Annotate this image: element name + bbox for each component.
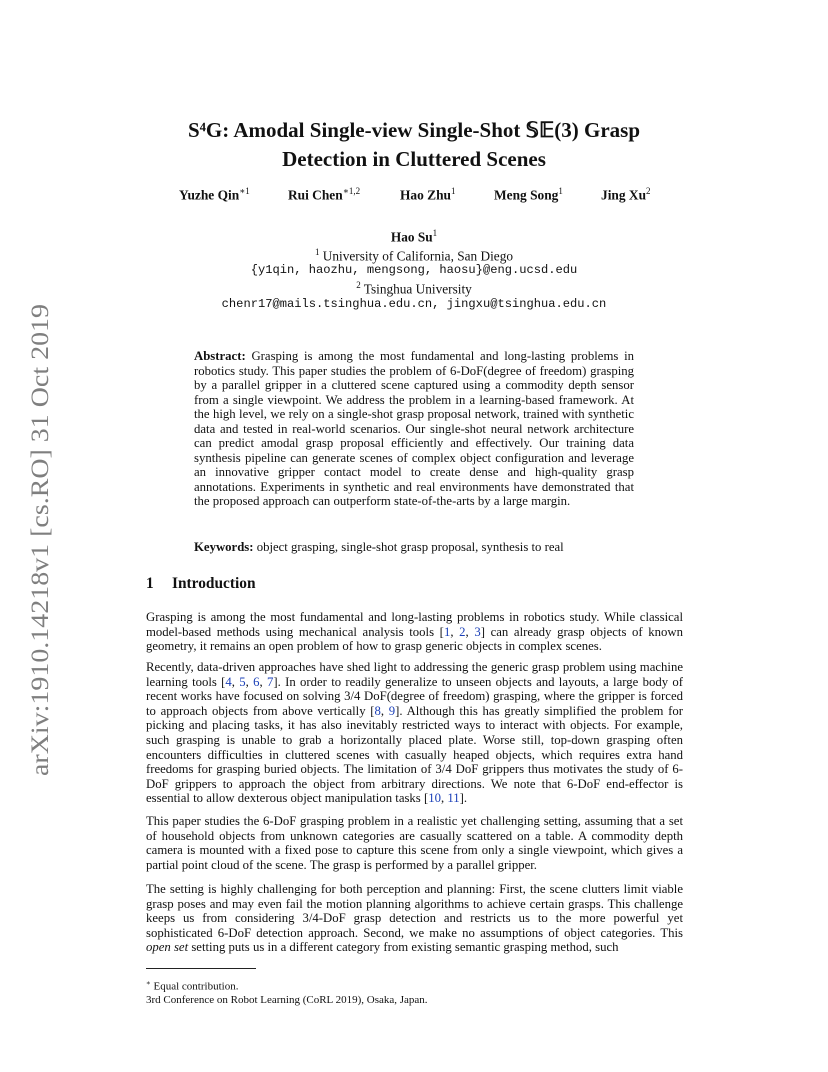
intro-paragraph-4: The setting is highly challenging for both perception and planning: First, the scene clutters limit viable grasp poses and may even fail the motion planning algorithms to achieve certain grasps. This challenge keeps us from considering 3/4-DoF grasp detection and restricts us to the more powerful yet sophisticated 6-DoF detection approach. Second, we make no assumptions of object categories. This open set setting puts us in a different category from existing semantic grasping method, such — [146, 882, 683, 955]
arxiv-stamp — [18, 300, 58, 780]
affiliations — [160, 226, 668, 312]
citation-link[interactable]: 6 — [253, 674, 260, 689]
footnote-conference: 3rd Conference on Robot Learning (CoRL 2019), Osaka, Japan. — [146, 994, 428, 1007]
abstract-text: Grasping is among the most fundamental and long-lasting problems in robotics study. This paper studies the problem of 6-DoF(degree of freedom) grasping by a parallel gripper in a cluttered scene captured using a commodity depth sensor from a single viewpoint. We address the problem in a learning-based framework. At the high level, we rely on a single-shot grasp proposal network, trained with synthetic data and tested in real-world scenarios. Our single-shot neural network architecture can predict amodal grasp proposal efficiently and effectively. Our training data synthesis pipeline can generate scenes of complex object configuration and leverage an innovative gripper contact model to create dense and high-quality grasp annotations. Experiments in synthetic and real environments have demonstrated that the proposed approach can outperform state-of-the-arts by a large margin. — [194, 349, 635, 509]
author-meng-song: Meng Song$^1$ — [494, 186, 563, 203]
keywords-label: Keywords: — [194, 540, 254, 554]
abstract-label: Abstract: — [194, 349, 246, 363]
intro-paragraph-2: Recently, data-driven approaches have shed light to addressing the generic grasp problem using machine learning tools [4, 5, 6, 7]. In order to readily generalize to unseen objects and layouts, a large body of recent works have focused on solving 3/4 DoF(degree of freedom) grasping, where the gripper is forced to approach objects from above vertically [8, 9]. Although this has greatly simplified the problem for picking and placing tasks, it has also inevitably restricted ways to interact with objects. For example, such grasping is unable to grab a horizontally placed plate. Worse still, top-down grasping often encounters difficulties in cluttered scenes with casually heaped objects, which requires extra hand freedoms for grasping buried objects. The limitation of 3/4 DoF grippers thus motivates the study of 6-DoF grippers to approach the object from arbitrary directions. We note that 6-DoF end-effector is essential to allow dexterous object manipulation tasks [10, 11]. — [146, 660, 684, 806]
abstract — [194, 349, 634, 509]
footnotes — [146, 977, 683, 1008]
keywords-text: object grasping, single-shot grasp proposal, synthesis to real — [256, 540, 564, 554]
footnote-equal-contribution: ∗ Equal contribution. — [146, 979, 239, 993]
section-title: Introduction — [172, 575, 256, 592]
title-line-2: Detection in Cluttered Scenes — [282, 147, 546, 171]
emails-ucsd: {y1qin, haozhu, mengsong, haosu}@eng.ucsd.edu — [250, 263, 578, 278]
paper-title — [110, 116, 718, 174]
citation-link[interactable]: 2 — [459, 624, 466, 639]
author-jing-xu: Jing Xu$^2$ — [601, 186, 651, 203]
citation-link[interactable]: 5 — [239, 674, 246, 689]
citation-link[interactable]: 7 — [266, 674, 274, 689]
footnote-divider — [146, 968, 256, 969]
author-hao-zhu: Hao Zhu$^1$ — [400, 186, 456, 203]
section-heading-introduction — [146, 575, 256, 593]
affiliation-ucsd: $^1$ University of California, San Diego — [314, 246, 513, 264]
citation-link[interactable]: 11 — [447, 791, 460, 806]
citation-link[interactable]: 10 — [428, 791, 441, 806]
keywords — [194, 540, 634, 555]
author-yuzhe-qin: Yuzhe Qin$^{∗1}$ — [179, 186, 250, 203]
author-rui-chen: Rui Chen$^{∗1,2}$ — [288, 186, 361, 203]
emails-tsinghua: chenr17@mails.tsinghua.edu.cn, jingxu@tsinghua.edu.cn — [221, 297, 607, 312]
intro-paragraph-3: This paper studies the 6-DoF grasping problem in a realistic yet challenging setting, assuming that a set of household objects from unknown categories are casually scattered on a table. A commodity depth camera is mounted with a fixed pose to capture this scene from only a single viewpoint, which gives a partial point cloud of the scene. The grasp is performed by a parallel gripper. — [146, 814, 683, 872]
author-hao-su: Hao Su$^1$ — [390, 228, 438, 245]
arxiv-stamp-text: arXiv:1910.14218v1 [cs.RO] 31 Oct 2019 — [27, 353, 54, 776]
section-number: 1 — [146, 575, 154, 592]
affiliation-tsinghua: $^2$ Tsinghua University — [356, 280, 472, 297]
citation-link[interactable]: 1 — [443, 624, 451, 639]
citation-link[interactable]: 4 — [225, 674, 232, 689]
intro-paragraph-1: Grasping is among the most fundamental and long-lasting problems in robotics study. While classical model-based methods using mechanical analysis tools [1, 2, 3] can already grasp objects of known geometry, it remains an open problem of how to grasp generic objects in complex scenes. — [146, 610, 684, 654]
citation-link[interactable]: 8 — [374, 703, 381, 718]
citation-link[interactable]: 9 — [388, 703, 396, 718]
title-line-1: S⁴G: Amodal Single-view Single-Shot 𝕊𝔼(3) Grasp — [187, 118, 641, 142]
citation-link[interactable]: 3 — [474, 624, 481, 639]
